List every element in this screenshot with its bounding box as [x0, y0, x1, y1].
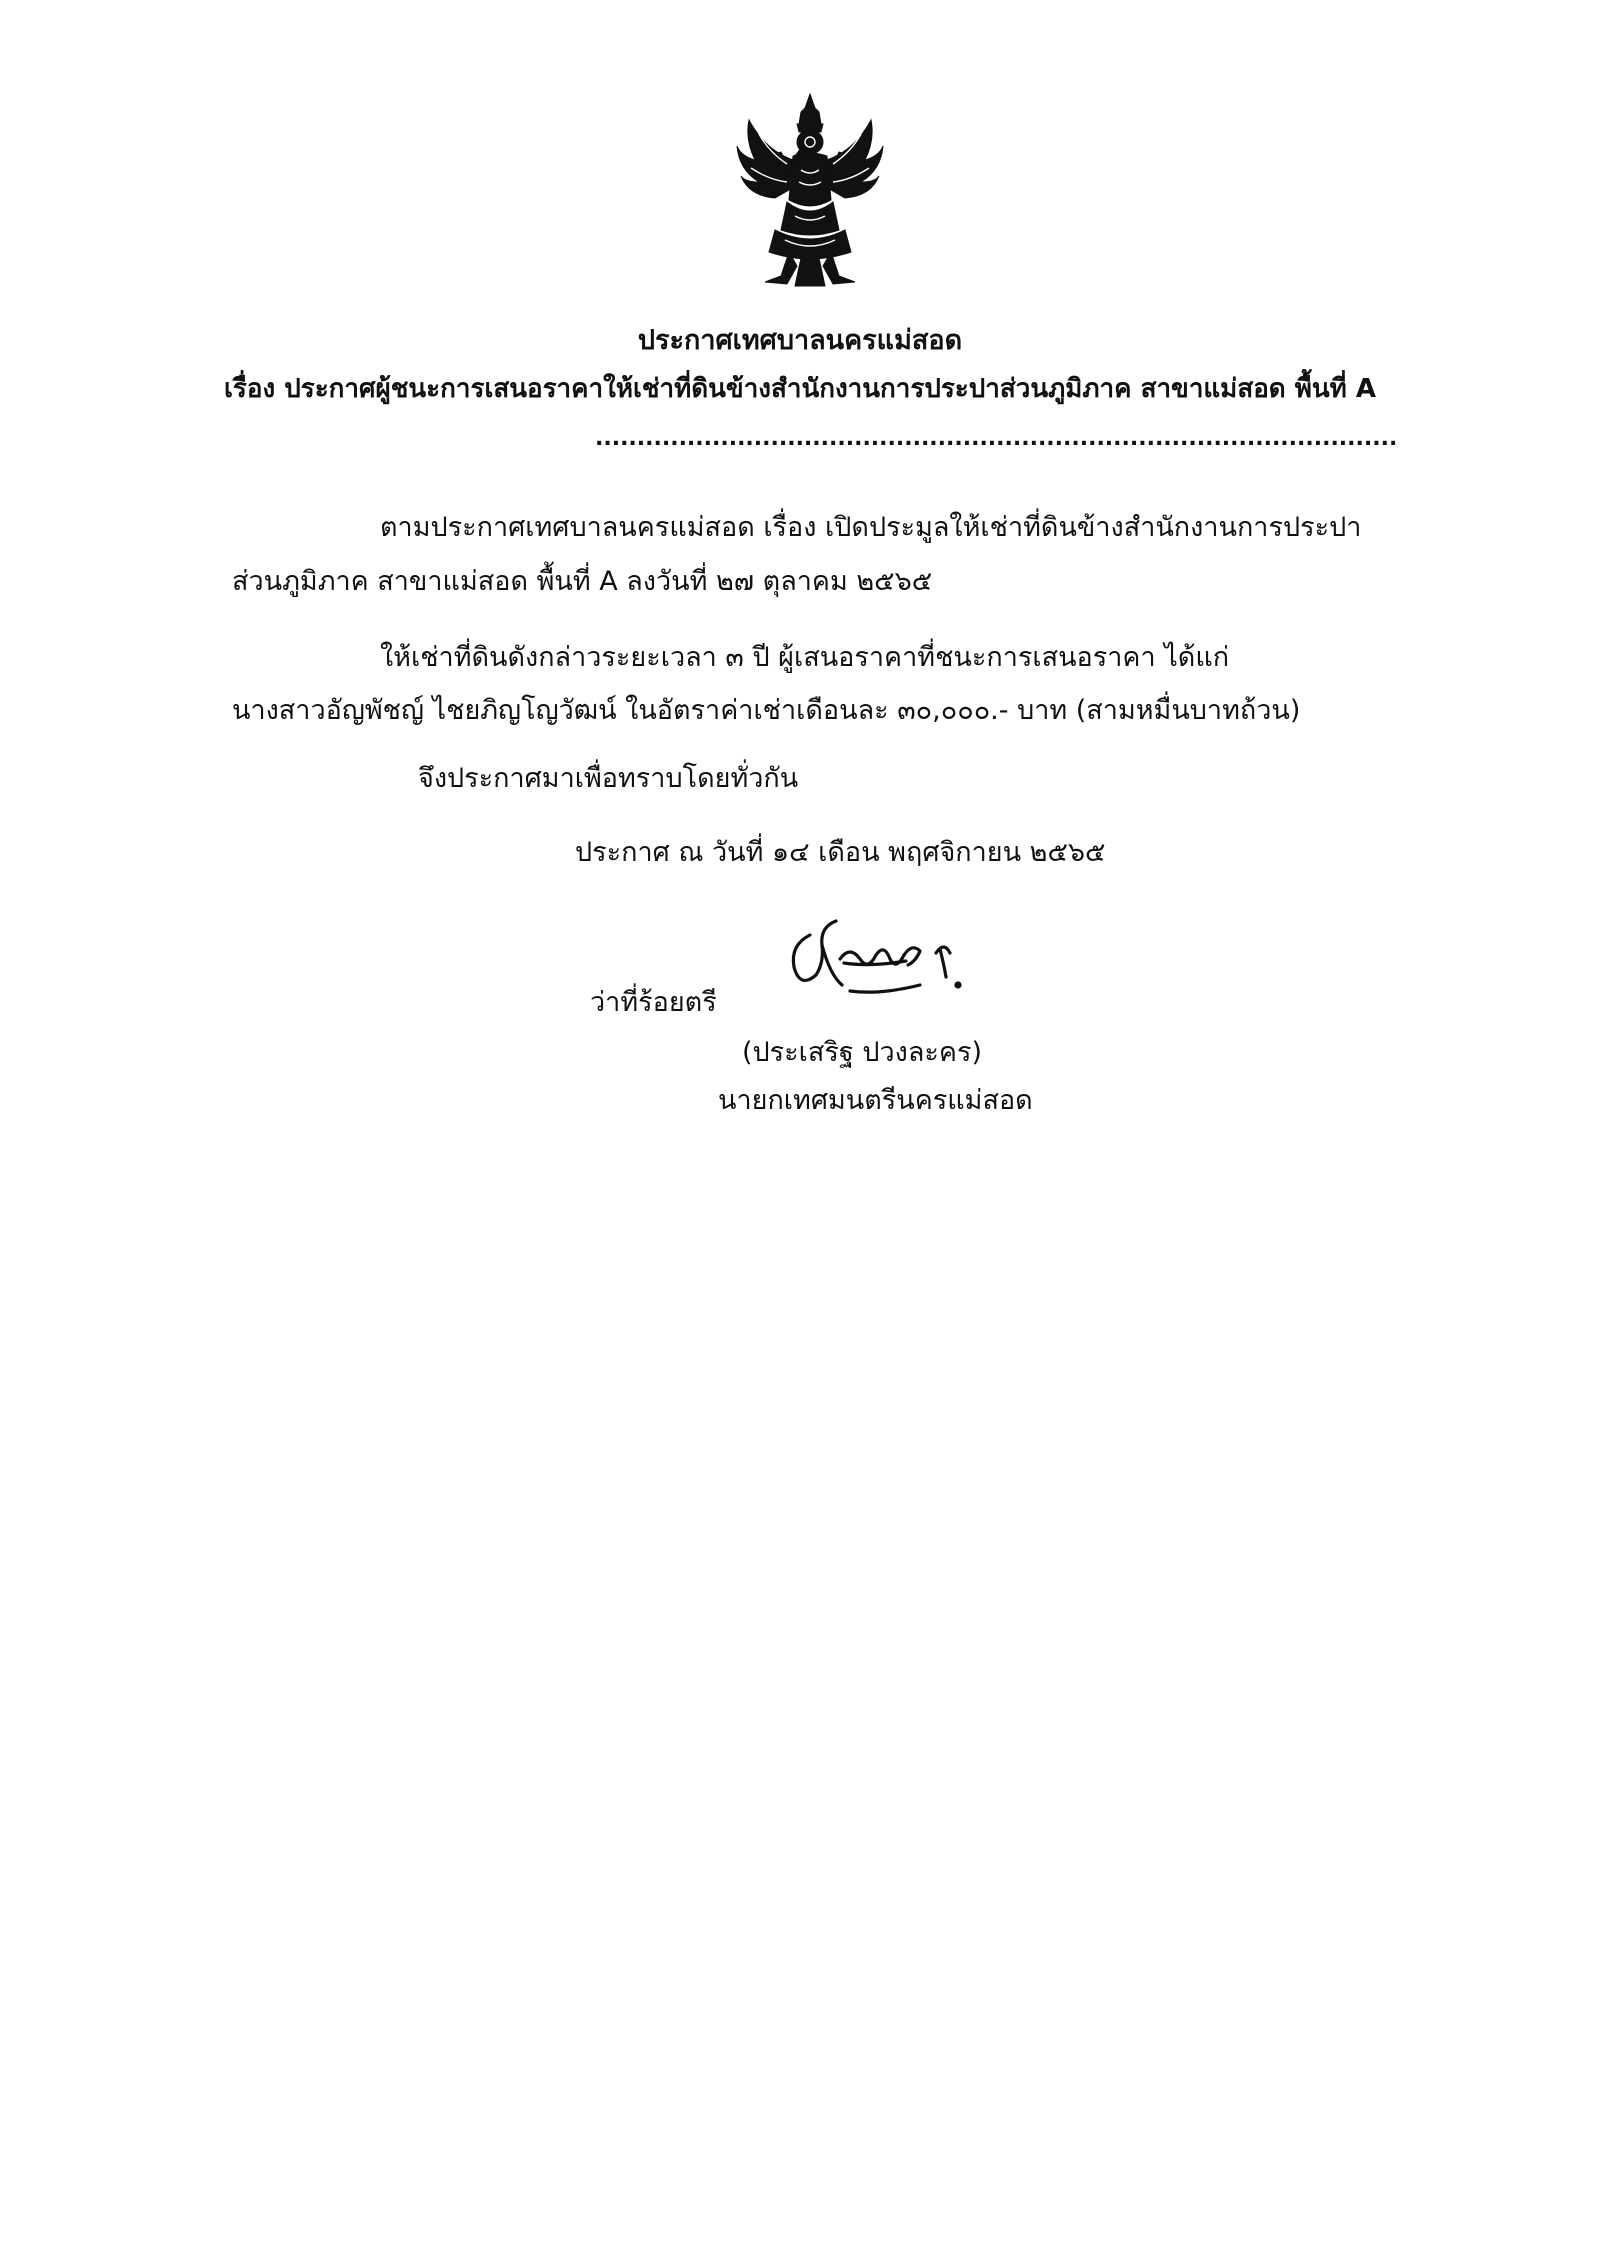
paragraph-2-line-2: นางสาวอัญพัชญ์ ไชยภิญโญวัฒน์ ในอัตราค่าเช่าเดือนละ ๓๐,๐๐๐.- บาท (สามหมื่นบาทถ้วน): [232, 695, 1301, 726]
paragraph-2-line-1: ให้เช่าที่ดินดังกล่าวระยะเวลา ๓ ปี ผู้เสนอราคาที่ชนะการเสนอราคา ได้แก่: [380, 642, 1230, 673]
handwritten-signature: [780, 905, 990, 1015]
paragraph-1-line-2: ส่วนภูมิภาค สาขาแม่สอด พื้นที่ A ลงวันที่ ๒๗ ตุลาคม ๒๕๖๕: [232, 566, 933, 597]
document-subject: เรื่อง ประกาศผู้ชนะการเสนอราคาให้เช่าที่ดินข้างสำนักงานการประปาส่วนภูมิภาค สาขาแม่สอด พื้นที่ A: [224, 374, 1376, 404]
signer-name: (ประเสริฐ ปวงละคร): [742, 1037, 982, 1068]
announcement-date: ประกาศ ณ วันที่ ๑๔ เดือน พฤศจิกายน ๒๕๖๕: [575, 837, 1106, 868]
signer-position: นายกเทศมนตรีนครแม่สอด: [718, 1085, 1033, 1116]
paragraph-3: จึงประกาศมาเพื่อทราบโดยทั่วกัน: [418, 763, 799, 794]
signer-rank: ว่าที่ร้อยตรี: [590, 987, 717, 1018]
garuda-emblem-icon: [735, 90, 885, 290]
separator-dotted-line: ................................................................................................: [595, 426, 1398, 451]
document-title: ประกาศเทศบาลนครแม่สอด: [637, 325, 963, 356]
paragraph-1-line-1: ตามประกาศเทศบาลนครแม่สอด เรื่อง เปิดประมูลให้เช่าที่ดินข้างสำนักงานการประปา: [380, 512, 1362, 543]
